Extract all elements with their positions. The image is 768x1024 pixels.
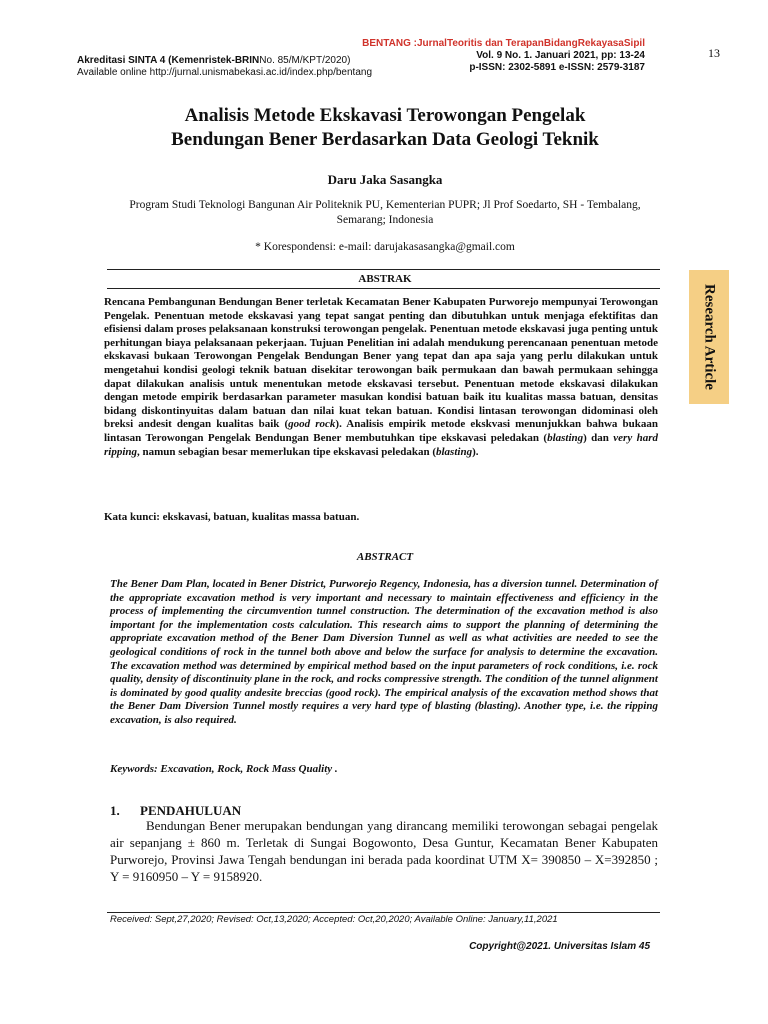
abstract-heading: ABSTRACT (356, 551, 414, 563)
abstrak-part: ). (472, 445, 479, 458)
issn-info: p-ISSN: 2302-5891 e-ISSN: 2579-3187 (469, 62, 645, 73)
section-title: PENDAHULUAN (140, 803, 242, 818)
badge-label: Research Article (701, 284, 718, 390)
abstrak-part: ). Analisis empirik metode ekskvasi menunjukkan bahwa bukaan lintasan Terowongan Pengelak Bendungan Bener membutuhkan tipe ekskavasi peledakan ( (104, 418, 658, 444)
abstrak-part: ) dan (583, 431, 614, 444)
title-line-1: Analisis Metode Ekskavasi Terowongan Pengelak (184, 105, 586, 126)
paper-title (110, 104, 660, 152)
journal-description: JurnalTeoritis dan TerapanBidangRekayasaSipil (416, 38, 645, 49)
abstrak-term: blasting (436, 445, 473, 458)
research-article-badge (689, 270, 729, 404)
abstract-text: The Bener Dam Plan, located in Bener District, Purworejo Regency, Indonesia, has a diversion tunnel. Determination of the appropriate excavation method is very important and necessary to maintain effectiveness and efficiency in the process of implementing the circumvention tunnel construction. The determination of the excavation method is also important for the implementation costs calculation. This research aims to support the planning of determining the appropriate excavation method of the Bener Dam Diversion Tunnel as well as what activities are needed to see the geological conditions of rock in the tunnel both above and below the surface for analysis to determine the excavation. The excavation method was determined by empirical method based on the input parameters of rock conditions, i.e. rock quality, density of discontinuity plane in the rock, and rocks compressive strength. The condition of the tunnel alignment is dominated by good quality andesite breccias (good rock). The empirical analysis of the excavation method shows that the Bener Dam Diversion Tunnel mostly requires a very hard type of blasting (blasting). Another type, i.e. the ripping excavation, is also required. (110, 578, 658, 726)
journal-name: BENTANG : (362, 38, 417, 49)
section-number: 1. (110, 803, 120, 818)
accreditation-bold: Akreditasi SINTA 4 (Kemenristek-BRIN (77, 55, 260, 66)
abstrak-part: Rencana Pembangunan Bendungan Bener terletak Kecamatan Bener Kabupaten Purworejo mempunyai Terowongan Pengelak. Penentuan metode ekskavasi yang tepat sangat penting dan dibutuhkan untuk menjaga efektifitas dan efisiensi dalam proses pelaksanaan konstruksi terowongan pengelak. Penentuan metode ekskavasi juga penting untuk perhitungan biaya pelaksanaan pekerjaan. Tujuan Penelitian ini adalah mendukung perencanaan penentuan metode ekskavasi bukaan Terowongan Pengelak Bendungan Bener yang tepat dan apa saja yang perlu dilakukan untuk mengetahui kondisi geologi teknik batuan disekitar terowongan baik permukaan dan bawah permukaan sehingga dapat dilakukan analisis untuk menentukan metode ekskavasi tersebut. Penentuan metode ekskavasi dilakukan dengan metode empirik berdasarkan parameter masukan kondisi batuan baik itu kualitas massa batuan, densitas bidang diskontinyuitas dalam batuan dan nilai kuat tekan batuan. Kondisi lintasan terowongan didominasi oleh breksi andesit dengan kualitas baik ( (104, 296, 658, 431)
abstrak-part: , namun sebagian besar memerlukan tipe ekskavasi peledakan ( (137, 445, 436, 458)
abstrak-term: blasting (547, 431, 584, 444)
volume-info: Vol. 9 No. 1. Januari 2021, pp: 13-24 (476, 50, 645, 61)
divider-footer (107, 912, 660, 913)
keywords: Keywords: Excavation, Rock, Rock Mass Quality . (110, 763, 338, 775)
section-body: Bendungan Bener merupakan bendungan yang dirancang memiliki terowongan sebagai pengelak air sepanjang ± 860 m. Terletak di Sungai Bogowonto, Desa Guntur, Kecamatan Bener Kabupaten Purworejo, Provinsi Jawa Tengah bendungan ini berada pada koordinat UTM X= 390850 – X=392850 ; Y = 9160950 – Y = 9158920. (110, 818, 658, 884)
abstrak-heading: ABSTRAK (358, 273, 412, 285)
author-name: Daru Jaka Sasangka (327, 172, 443, 187)
kata-kunci: Kata kunci: ekskavasi, batuan, kualitas massa batuan. (104, 511, 360, 523)
journal-header-left (77, 55, 372, 79)
accreditation-number: No. 85/M/KPT/2020) (259, 55, 351, 66)
divider-abstrak (107, 288, 660, 289)
online-availability: Available online http://jurnal.unismabekasi.ac.id/index.php/bentang (77, 67, 373, 78)
abstrak-text (104, 296, 658, 459)
journal-name-line (362, 38, 645, 50)
received-dates: Received: Sept,27,2020; Revised: Oct,13,2020; Accepted: Oct,20,2020; Available Online: January,11,2021 (110, 914, 558, 925)
copyright: Copyright@2021. Universitas Islam 45 (469, 941, 650, 952)
abstrak-term: good rock (288, 418, 336, 431)
accreditation-line (77, 55, 372, 67)
author-affiliation: Program Studi Teknologi Bangunan Air Politeknik PU, Kementerian PUPR; Jl Prof Soedarto, SH - Tembalang, Semarang; Indonesia (129, 199, 641, 226)
divider-top (107, 269, 660, 270)
correspondence: * Korespondensi: e-mail: darujakasasangka@gmail.com (255, 241, 515, 253)
page-number: 13 (708, 46, 720, 60)
title-line-2: Bendungan Bener Berdasarkan Data Geologi Teknik (171, 129, 599, 150)
journal-header-right (362, 38, 645, 74)
abstrak-term: very hard ripping (104, 431, 659, 458)
